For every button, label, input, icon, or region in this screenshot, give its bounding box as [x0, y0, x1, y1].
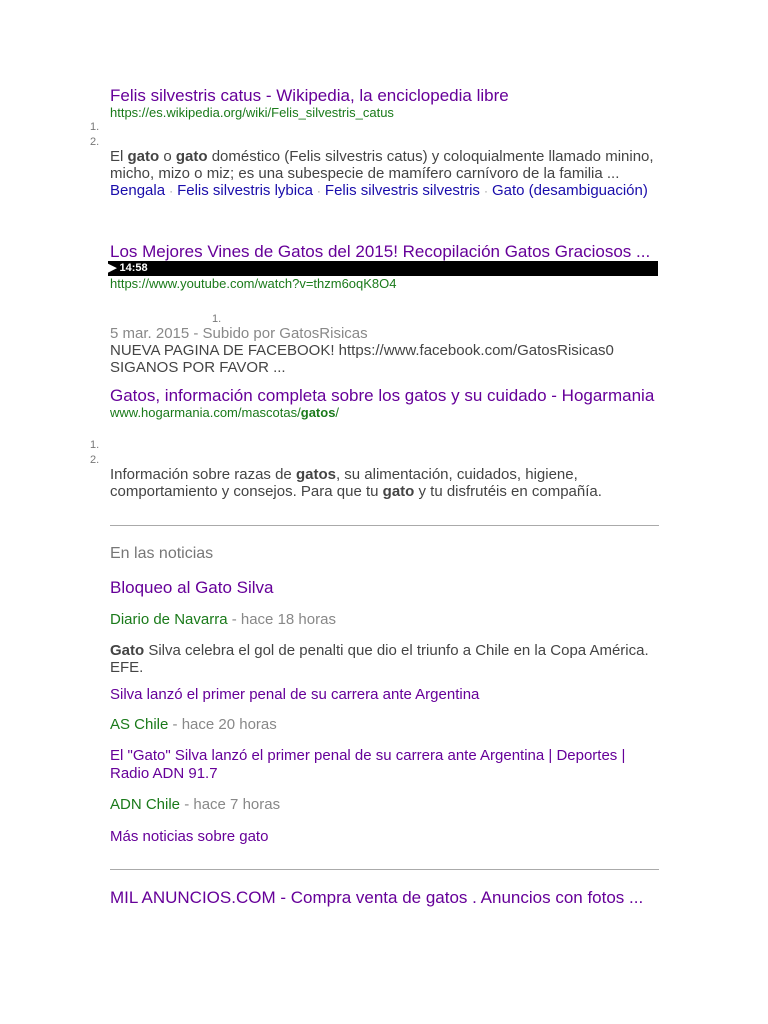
news-source-row: [110, 611, 662, 629]
more-news-link[interactable]: Más noticias sobre gato: [110, 828, 269, 845]
video-duration-bar[interactable]: ▶ 14:58: [108, 261, 658, 276]
news-more: [110, 828, 662, 846]
result-snippet: NUEVA PAGINA DE FACEBOOK! https://www.facebook.com/GatosRisicas0 SIGANOS POR FAVOR ...: [110, 342, 614, 376]
result-title-link[interactable]: Felis silvestris catus - Wikipedia, la enciclopedia libre: [110, 86, 509, 105]
result-milanuncios: [110, 888, 662, 907]
result-date: 5 mar. 2015 - Subido por GatosRisicas: [110, 325, 368, 342]
sublink-gato-desambiguacion[interactable]: Gato (desambiguación): [491, 182, 648, 199]
news-source: ADN Chile: [110, 796, 181, 813]
news-title-link[interactable]: Bloqueo al Gato Silva: [110, 578, 274, 597]
sublink-silvestris[interactable]: Felis silvestris silvestris: [324, 182, 480, 199]
list-number: 1.: [90, 439, 100, 451]
sublink-bengala[interactable]: Bengala: [110, 182, 166, 199]
result-url: www.hogarmania.com/mascotas/gatos/: [110, 405, 340, 420]
result-url: https://www.youtube.com/watch?v=thzm6oqK8O4: [110, 276, 397, 291]
news-time: - hace 7 horas: [180, 796, 281, 813]
news-item: [110, 686, 662, 704]
result-sublinks: Bengala · Felis silvestris lybica · Felis silvestris silvestris · Gato (desambiguación): [110, 182, 648, 199]
news-item: [110, 747, 662, 783]
list-number: 1.: [212, 313, 222, 325]
news-title-link[interactable]: Silva lanzó el primer penal de su carrera ante Argentina: [110, 686, 480, 703]
list-number: 2.: [90, 454, 100, 466]
result-details: [110, 325, 662, 376]
divider: [110, 525, 659, 526]
result-snippet: El gato o gato doméstico (Felis silvestris catus) y coloquialmente llamado minino, micho, mizo o miz; es una subespecie de mamífero carnívoro de la familia ...: [110, 148, 654, 182]
news-item: [110, 578, 662, 597]
list-number: 1.: [90, 121, 100, 133]
news-source: AS Chile: [110, 716, 169, 733]
news-heading: En las noticias: [110, 545, 214, 562]
news-snippet: Gato Silva celebra el gol de penalti que dio el triunfo a Chile en la Copa América. EFE.: [110, 642, 649, 676]
news-time: - hace 18 horas: [227, 611, 336, 628]
result-snippet: Información sobre razas de gatos, su alimentación, cuidados, higiene, comportamiento y consejos. Para que tu gato y tu disfrutéis en compañía.: [110, 466, 602, 500]
result-snippet-block: [110, 466, 662, 500]
result-hogarmania: [110, 386, 662, 420]
result-wikipedia: [110, 86, 662, 120]
result-title-link[interactable]: MIL ANUNCIOS.COM - Compra venta de gatos . Anuncios con fotos ...: [110, 888, 644, 907]
news-source: Diario de Navarra: [110, 611, 228, 628]
news-time: - hace 20 horas: [168, 716, 277, 733]
result-snippet-block: [110, 148, 662, 200]
result-youtube: [110, 242, 662, 291]
list-number: 2.: [90, 136, 100, 148]
news-title-link[interactable]: El "Gato" Silva lanzó el primer penal de su carrera ante Argentina | Deportes | Radio ADN 91.7: [110, 747, 626, 782]
result-title-link[interactable]: Los Mejores Vines de Gatos del 2015! Recopilación Gatos Graciosos ...: [110, 242, 651, 261]
sublink-lybica[interactable]: Felis silvestris lybica: [177, 182, 313, 199]
news-section: [110, 545, 662, 563]
result-title-link[interactable]: Gatos, información completa sobre los gatos y su cuidado - Hogarmania: [110, 386, 655, 405]
result-url: https://es.wikipedia.org/wiki/Felis_silvestris_catus: [110, 105, 394, 120]
news-source-row: [110, 796, 662, 814]
divider: [110, 869, 659, 870]
news-source-row: [110, 716, 662, 734]
